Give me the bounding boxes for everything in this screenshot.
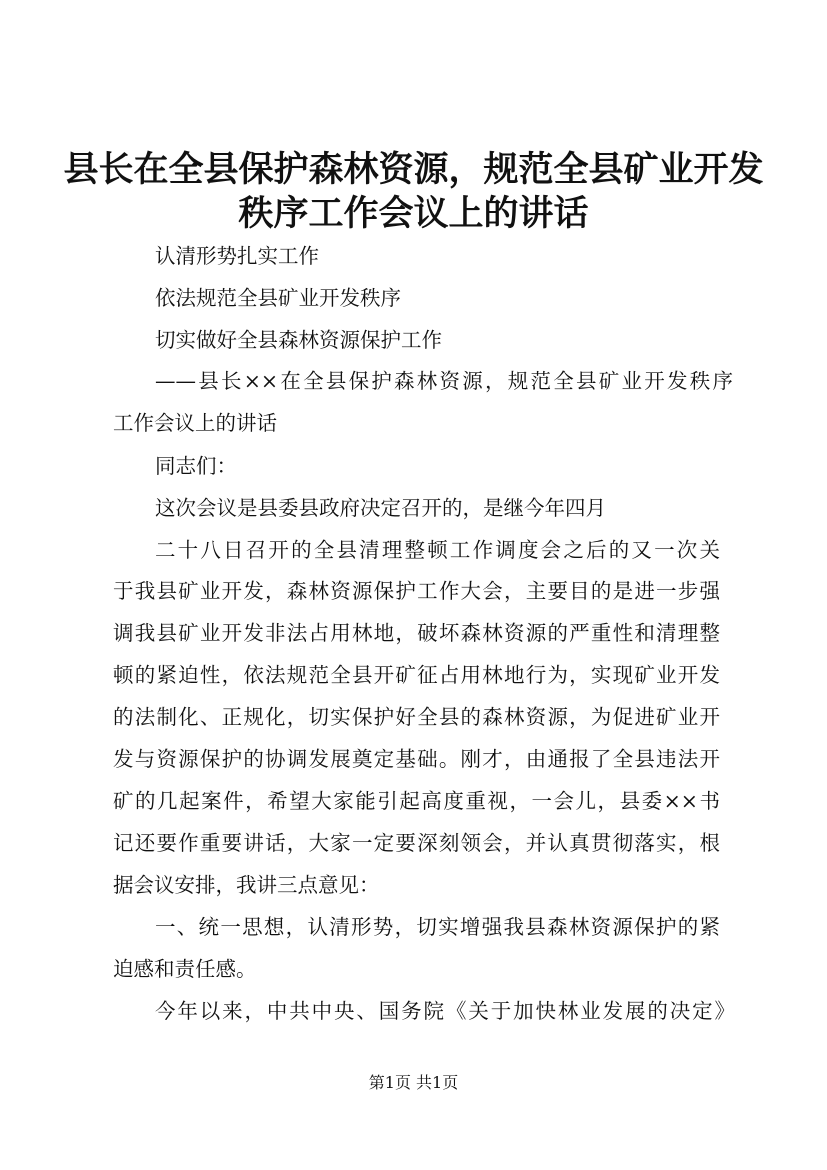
- paragraph-line: 这次会议是县委县政府决定召开的，是继今年四月: [155, 496, 606, 520]
- paragraph-line: 矿的几起案件，希望大家能引起高度重视，一会儿，县委××书: [113, 789, 720, 813]
- paragraph-line: 今年以来，中共中央、国务院《关于加快林业发展的决定》: [155, 999, 735, 1023]
- page-footer: 第1页 共1页: [368, 1073, 459, 1092]
- paragraph-line: 顿的紧迫性，依法规范全县开矿征占用林地行为，实现矿业开发: [113, 663, 720, 687]
- subtitle-line: 切实做好全县森林资源保护工作: [155, 328, 442, 352]
- paragraph-line: 据会议安排，我讲三点意见：: [113, 873, 380, 897]
- document-title-line-2: 秩序工作会议上的讲话: [238, 193, 589, 234]
- paragraph-line: 于我县矿业开发，森林资源保护工作大会，主要目的是进一步强: [113, 579, 720, 603]
- subtitle-line: 认清形势扎实工作: [155, 244, 319, 268]
- paragraph-line: 发与资源保护的协调发展奠定基础。刚才，由通报了全县违法开: [113, 747, 720, 771]
- paragraph-line: 的法制化、正规化，切实保护好全县的森林资源，为促进矿业开: [113, 705, 720, 729]
- byline: ——县长××在全县保护森林资源，规范全县矿业开发秩序: [155, 369, 733, 393]
- paragraph-line: 调我县矿业开发非法占用林地，破坏森林资源的严重性和清理整: [113, 621, 720, 645]
- subtitle-line: 依法规范全县矿业开发秩序: [155, 286, 401, 310]
- section-heading-continued: 迫感和责任感。: [113, 957, 257, 981]
- document-title-line-1: 县长在全县保护森林资源，规范全县矿业开发: [63, 149, 764, 190]
- section-heading: 一、统一思想，认清形势，切实增强我县森林资源保护的紧: [155, 915, 720, 939]
- salutation: 同志们：: [155, 454, 237, 478]
- byline-continued: 工作会议上的讲话: [113, 411, 277, 435]
- paragraph-line: 记还要作重要讲话，大家一定要深刻领会，并认真贯彻落实，根: [113, 831, 720, 855]
- paragraph-line: 二十八日召开的全县清理整顿工作调度会之后的又一次关: [155, 538, 720, 562]
